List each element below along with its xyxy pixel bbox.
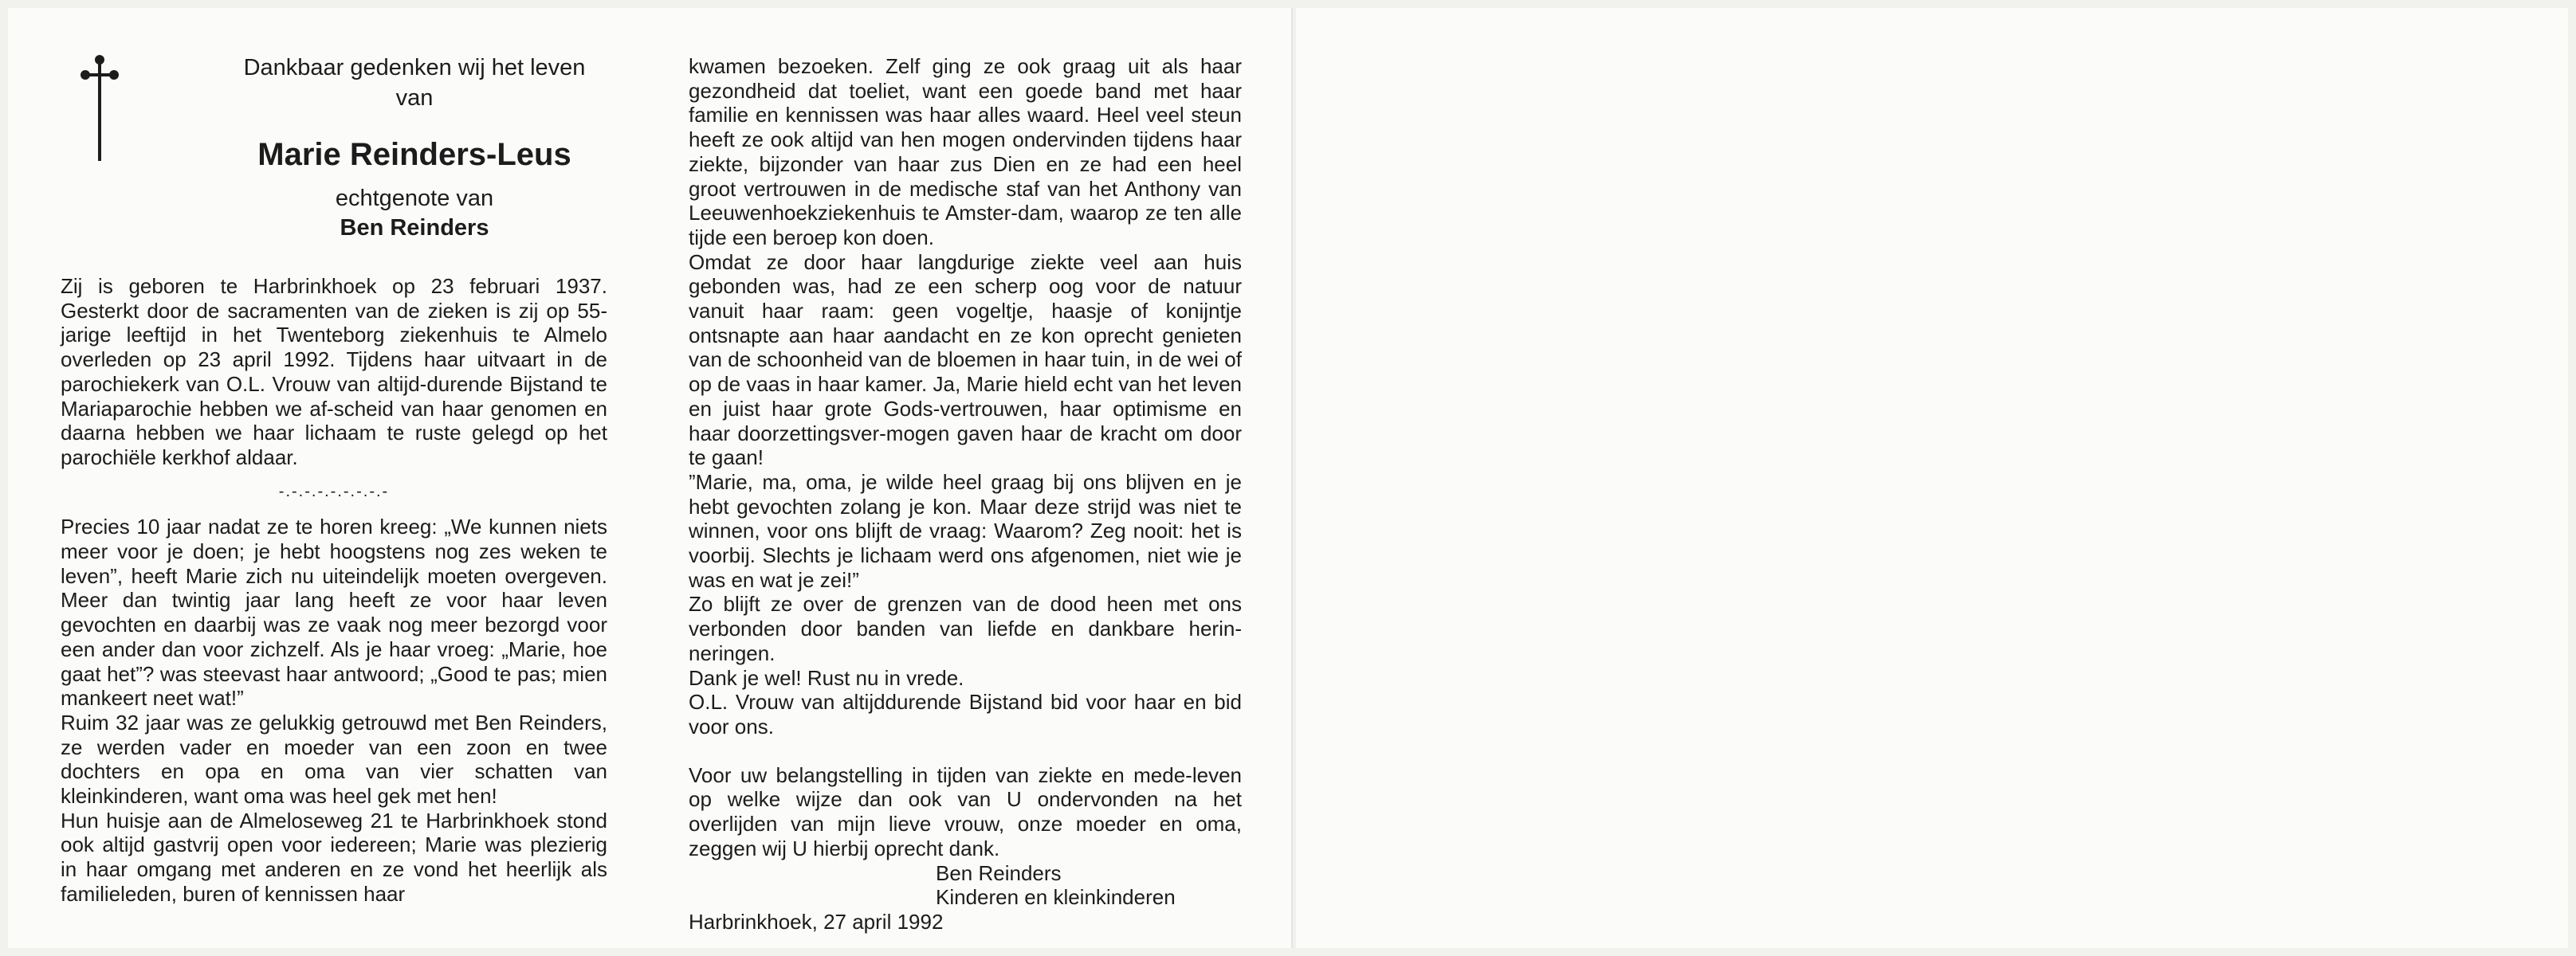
heading-block <box>199 53 630 242</box>
paragraph-illness: Precies 10 jaar nadat ze te horen kreeg: „We kunnen niets meer voor je doen; je hebt hoogstens nog zes weken te leven”, heeft Marie zich nu uiteindelijk moeten overgeven. Meer dan twintig jaar lang heeft ze voor haar leven gevochten en daarbij was ze vaak nog meer bezorgd voor een ander dan voor zichzelf. Als je haar vroeg: „Marie, hoe gaat het”? was steevast haar antwoord; „Good te pas; mien mankeert neet wat!” <box>61 515 607 711</box>
intro-line: Dankbaar gedenken wij het leven <box>243 55 586 80</box>
signature-husband: Ben Reinders <box>936 860 1062 885</box>
separator: -.-.-.-.-.-.-.-.- <box>278 482 390 500</box>
paragraph-support: kwamen bezoeken. Zelf ging ze ook graag uit als haar gezondheid dat toeliet, want een goede band met haar familie en kennissen was haar alles waard. Heel veel steun heeft ze ook altijd van hen mogen ondervinden tijdens haar ziekte, bijzonder van haar zus Dien en ze had een heel groot vertrouwen in de medische staf van het Anthony van Leeuwenhoekziekenhuis te Amster-dam, waarop ze ten alle tijde een beroep kon doen. <box>689 54 1242 249</box>
biography-intro: Zij is geboren te Harbrinkhoek op 23 februari 1937. Gesterkt door de sacramenten van de zieken is zij op 55-jarige leeftijd in het Twenteborg ziekenhuis te Almelo overleden op 23 april 1992. Tijdens haar uitvaart in de parochiekerk van O.L. Vrouw van altijd-durende Bijstand te Mariaparochie hebben we af-scheid van haar genomen en daarna hebben we haar lichaam te ruste gelegd op het parochiële kerkhof aldaar. <box>61 274 607 469</box>
paragraph-quote: ”Marie, ma, oma, je wilde heel graag bij ons blijven en je hebt gevochten zolang je kon. Maar deze strijd was niet te winnen, voor ons blijft de vraag: Waarom? Zeg nooit: het is voorbij. Slechts je lichaam werd ons afgenomen, niet wie je was en wat je zei!” <box>689 469 1242 592</box>
paragraph-thanks: Voor uw belangstelling in tijden van ziekte en mede-leven op welke wijze dan ook van U ondervonden na het overlijden van mijn lieve vrouw, onze moeder en oma, zeggen wij U hierbij oprecht dank. <box>689 762 1242 860</box>
paragraph-rest: Dank je wel! Rust nu in vrede. <box>689 665 964 690</box>
text-column-1 <box>61 274 607 907</box>
cross-icon <box>80 54 120 166</box>
paragraph-home: Hun huisje aan de Almeloseweg 21 te Harbrinkhoek stond ook altijd gastvrij open voor iedereen; Marie was plezierig in haar omgang met anderen en ze vond het heerlijk als familieleden, buren of kennissen haar <box>61 808 607 906</box>
paragraph-marriage: Ruim 32 jaar was ze gelukkig getrouwd met Ben Reinders, ze werden vader en moeder van een zoon en twee dochters en opa en oma van vier schatten van kleinkinderen, want oma was heel gek met hen! <box>61 710 607 809</box>
place-date: Harbrinkhoek, 27 april 1992 <box>689 909 944 934</box>
deceased-name: Marie Reinders-Leus <box>257 137 571 172</box>
spouse-label: echtgenote van <box>335 186 494 211</box>
text-column-2 <box>689 54 1242 934</box>
spouse-name: Ben Reinders <box>340 215 489 241</box>
signature-family: Kinderen en kleinkinderen <box>936 885 1176 910</box>
paragraph-nature: Omdat ze door haar langdurige ziekte veel aan huis gebonden was, had ze een scherp oog voor de natuur vanuit haar raam: geen vogeltje, haasje of konijntje ontsnapte aan haar aandacht en ze kon oprecht genieten van de schoonheid van de bloemen in haar tuin, in de wei of op de vaas in haar kamer. Ja, Marie hield echt van het leven en juist haar grote Gods-vertrouwen, haar optimisme en haar doorzettingsver-mogen gaven haar de kracht om door te gaan! <box>689 249 1242 470</box>
card-inner-left <box>8 8 1293 948</box>
intro-van: van <box>395 85 434 111</box>
card-inner-right <box>1296 8 2568 948</box>
paragraph-prayer: O.L. Vrouw van altijddurende Bijstand bid voor haar en bid voor ons. <box>689 690 1242 739</box>
paragraph-memory: Zo blijft ze over de grenzen van de dood heen met ons verbonden door banden van liefde en dankbare herin-neringen. <box>689 592 1242 665</box>
